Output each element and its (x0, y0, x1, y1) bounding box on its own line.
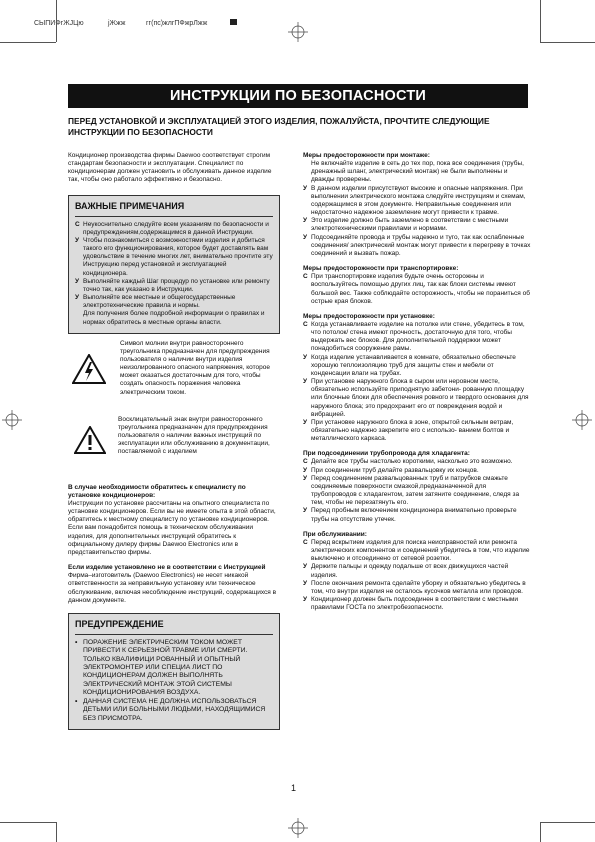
crop-mark (540, 42, 595, 43)
registration-mark-icon (572, 410, 592, 430)
section-heading: Меры предосторожности при транспортировке: (303, 265, 459, 273)
warning-heading: ПРЕДУПРЕЖДЕНИЕ (75, 618, 164, 629)
list-item: У В данном изделии присутствуют высокие и опасные напряжения. При выполнении электрического монтажа следуйте инструкциям и схемам, содержащимся в этом документе. Неправильные соединения или недостаточно надежное заземление могут привести к травме. (303, 184, 526, 217)
warning-box (68, 613, 280, 730)
list-item: У Перед пробным включением кондиционера внимательно проверьте трубы на отсутствие утечек. (303, 507, 517, 523)
print-header-right: гг(пс)жлгПФжрЛжж (146, 20, 208, 27)
printer-mark-icon (230, 19, 237, 25)
list-item: У Перед соединением развальцованных труб и патрубков смажьте соединяемые поверхности смазкой,предназначенной для трубопроводов с хладагентом, затем затяните соединение, следя за тем, чтобы не перезатянуть его. (303, 474, 520, 507)
list-item: У Кондиционер должен быть подсоединен в соответствии с местными правилами ГОСТа по электробезопасности. (303, 595, 519, 612)
transport-precautions-section (303, 265, 531, 306)
crop-mark (0, 822, 56, 823)
note-item: У Выполняйте все местные и общегосударственные электротехнические правила и нормы. (75, 294, 236, 310)
crop-mark (56, 0, 57, 42)
list-item: У При соединении труб делайте развальцовку их концов. (303, 466, 479, 474)
specialist-section (68, 484, 280, 557)
section-heading: Меры предосторожности при монтаже: (303, 152, 430, 159)
list-item: У Когда изделие устанавливается в комнате, обязательно обеспечьте хорошую теплоизоляцию труб для защиты стен и мебели от конденсации влаги на трубах. (303, 353, 516, 377)
list-item: С Делайте все трубы настолько короткими, насколько это возможно. (303, 458, 513, 466)
refrigerant-piping-section (303, 450, 531, 523)
exclamation-warning-icon (74, 426, 106, 454)
section-heading: При подсоединении трубопровода для хладагента: (303, 450, 470, 458)
specialist-heading: В случае необходимости обратитесь к специалисту по установке кондиционеров: (68, 483, 246, 499)
list-item: У При установке наружного блока в зоне, открытой сильным ветрам, обязательно надежно закрепите его с использо- ванием болтов и металлического каркаса. (303, 418, 514, 443)
important-notes-heading: ВАЖНЫЕ ПРИМЕЧАНИЯ (75, 200, 185, 211)
registration-mark-icon (2, 410, 22, 430)
page-title: ИНСТРУКЦИИ ПО БЕЗОПАСНОСТИ (68, 84, 528, 108)
divider (75, 634, 273, 635)
crop-mark (540, 822, 541, 842)
improper-install-section (68, 564, 280, 605)
improper-install-text: Фирма–изготовитель (Daewoo Electronics) не несет никакой ответственности за неправильную установку или техническое обслуживание, включая несоблюдение инструкций, содержащихся в данном документе. (68, 572, 277, 604)
intro-paragraph: Кондиционер производства фирмы Daewoo соответствует строгим стандартам безопасности и эксплуатации. Специалист по кондиционерам должен установить и обслуживать данное изделие так, чтобы оно работало эффективно и безопасно. (68, 152, 272, 184)
exclamation-warning-text: Восклицательный знак внутри равностороннего треугольника предназначен для предупреждения пользователя о наличии важных инструкций по эксплуатации или обслуживанию в документации, поставляемой с изделием (118, 415, 270, 456)
lightning-warning-icon (72, 354, 106, 384)
list-item: У После окончания ремонта сделайте уборку и обязательно убедитесь в том, что внутри изделия не осталось кусочков металла или проводов. (303, 579, 526, 595)
right-column (303, 152, 531, 619)
note-item: C Неукоснительно следуйте всем указаниям по безопасности и предупреждениям,содержащимся в данной Инструкции. (75, 220, 269, 236)
improper-install-heading: Если изделие установлено не в соответствии с Инструкцией (68, 564, 266, 572)
setup-precautions-section (303, 313, 531, 444)
list-item: У Это изделие должно быть заземлено в соответствии с местными электротехническими правилами и нормами. (303, 217, 509, 233)
exclamation-warning (68, 416, 280, 478)
list-item: У Подсоединяйте провода и трубы надежно и туго, так как ослабленные соединения/ электрический монтаж могут привести к перегреву в точках соединений и вызвать пожар. (303, 233, 531, 257)
crop-mark (540, 0, 541, 42)
crop-mark (540, 822, 595, 823)
list-item: С Перед вскрытием изделия для поиска неисправностей или ремонта электрических компонентов и соединений убедитесь в том, что изделие выключено и отсоединено от сетевой розетки. (303, 538, 530, 563)
registration-mark-icon (288, 22, 308, 42)
note-item: У Выполняйте каждый Шаг процедур по установке или ремонту точно так, как указано в Инструкции. (75, 277, 270, 293)
important-notes-box (68, 195, 280, 334)
print-header-left: СЫПИФгЖЈЦю (34, 20, 84, 27)
crop-mark (56, 822, 57, 842)
warning-item: • ПОРАЖЕНИЕ ЭЛЕКТРИЧЕСКИМ ТОКОМ МОЖЕТ ПРИВЕСТИ К СЕРЬЕЗНОЙ ТРАВМЕ ИЛИ СМЕРТИ. ТОЛЬКО КВАЛИФИЦИ РОВАННЫЙ И ОПЫТНЫЙ ЭЛЕКТРОМОНТЕР ИЛИ СПЕЦИА ЛИСТ ПО КОНДИЦИОНЕРАМ ДОЛЖЕН ВЫПОЛНЯТЬ ЭЛЕКТРИЧЕСКИЙ МОНТАЖ ЭТОЙ СИСТЕМЫ КОНДИЦИОНИРОВАНИЯ ВОЗДУХА. (75, 638, 248, 697)
list-item: У При установке наружного блока в сыром или неровном месте, обязательно используйте приподнятую забетони- рованную площадку или блочные блоки для обеспечения ровного и твердого основания для наружного блока; это предохранит его от повреждения водой и вибрацией. (303, 378, 529, 418)
list-item: С Когда устанавливаете изделие на потолке или стене, убедитесь в том, что потолок/ стена имеют прочность, достаточную для того, чтобы выдержать вес блоков. Для дополнительной поддержки может понадобиться сооружение рамы. (303, 320, 525, 353)
section-heading: При обслуживании: (303, 530, 367, 538)
divider (75, 216, 273, 217)
servicing-section (303, 531, 531, 613)
note-footer: Для получения более подробной информации о правилах и нормах обратитесь в местные органы власти. (83, 310, 265, 326)
print-header-mid: јЖжж (108, 20, 126, 27)
list-item: С При транспортировке изделия будьте очень осторожны и воспользуйтесь помощью других лиц, так как блоки системы имеют большой вес. Также соблюдайте осторожность, чтобы не пораниться об острые края блоков. (303, 273, 530, 305)
specialist-text: Инструкции по установке рассчитаны на опытного специалиста по установке кондиционеров. Если вы не имеете опыта в этой области, обратитесь к местному специалисту по установке кондиционеров. Если вам понадобится помощь в техническом обслуживании изделия, для дополнительных инструкций обратитесь к официальному дилеру фирмы Daewoo Electronics или в представительство фирмы. (68, 499, 276, 556)
registration-mark-icon (288, 818, 308, 838)
crop-mark (0, 42, 56, 43)
warning-item: • ДАННАЯ СИСТЕМА НЕ ДОЛЖНА ИСПОЛЬЗОВАТЬСЯ ДЕТЬМИ ИЛИ БОЛЬНЫМИ ЛЮДЬМИ, НАХОДЯЩИМИСЯ БЕЗ ПРИСМОТРА. (75, 697, 266, 722)
page-subtitle: ПЕРЕД УСТАНОВКОЙ И ЭКСПЛУАТАЦИЕЙ ЭТОГО ИЗДЕЛИЯ, ПОЖАЛУЙСТА, ПРОЧТИТЕ СЛЕДУЮЩИЕ ИНСТРУКЦИИ ПО БЕЗОПАСНОСТИ (68, 116, 490, 137)
lightning-warning (68, 340, 280, 410)
page-number: 1 (291, 783, 297, 793)
list-item: У Держите пальцы и одежду подальше от всех движущихся частей изделия. (303, 563, 509, 579)
section-heading: Меры предосторожности при установке: (303, 312, 435, 320)
left-column (68, 152, 280, 730)
list-item: Не включайте изделие в сеть до тех пор, пока все соединения (трубы, дренажный шланг, электрический монтаж) не были выполнены и дважды проверены. (311, 160, 524, 184)
note-item: У Чтобы познакомиться с возможностями изделия и добиться такого его функционирования, которое будет доставлять вам удовольствие в течение многих лет, внимательно прочтите эту Инструкцию перед установкой и эксплуатацией кондиционера. (75, 236, 273, 277)
lightning-warning-text: Символ молнии внутри равностороннего треугольника предназначен для предупреждения пользователя о наличии внутри изделия неизолированного опасного напряжения, которое может оказаться достаточным для того, чтобы создать опасность поражения человека электрическим током. (120, 339, 271, 396)
install-precautions-section (303, 152, 531, 258)
